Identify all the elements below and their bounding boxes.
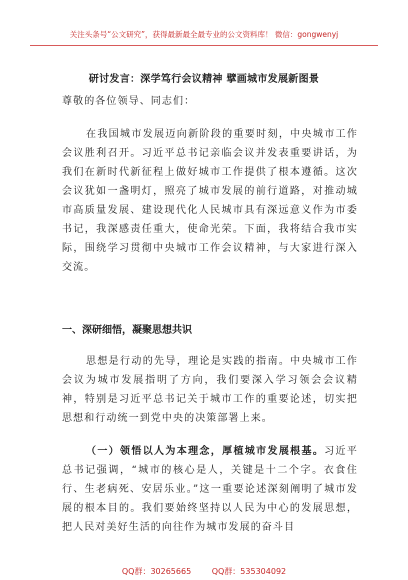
subsection-text: 习近平总书记强调，“城市的核心是人，关键是十二个字。衣食住行、生老病死、安居乐业。”这一重要论述深刻阐明了城市发展的根本目的。我们要始终坚持以人民为中心的发展思想，把人民对美好生活的向往作为城市发展的奋斗目 [62,446,358,533]
paragraph-subsection-1 [62,442,358,537]
qq-group-2: QQ群：535304092 [211,567,287,576]
promo-banner [0,30,408,40]
subsection-lead: （一）领悟以人为本理念，厚植城市发展根基。 [86,446,325,457]
paragraph-section-1: 思想是行动的先导，理论是实践的指南。中央城市工作会议为城市发展指明了方向，我们要深入学习领会会议精神，特别是习近平总书记关于城市工作的重要论述，切实把思想和行动统一到党中央的决策部署上来。 [62,356,358,424]
banner-divider [30,45,378,46]
salutation: 尊敬的各位领导、同志们： [62,96,196,107]
footer-contact [0,566,408,577]
promo-banner-text: 关注头条号“公文研究”，获得最新最全最专业的公文资料库！ 微信：gongwenyj [69,30,339,39]
section-heading-1: 一、深研细悟，凝聚思想共识 [62,325,192,336]
qq-group-1: QQ群：30265665 [121,567,192,576]
document-title: 研讨发言：深学笃行会议精神 擘画城市发展新图景 [88,74,320,85]
paragraph-intro: 在我国城市发展迈向新阶段的重要时刻，中央城市工作会议胜利召开。习近平总书记亲临会议并发表重要讲话，为我们在新时代新征程上做好城市工作提供了根本遵循。这次会议犹如一盏明灯，照亮了城市发展的前行道路，对推动城市高质量发展、建设现代化人民城市具有深远意义作为市委书记，我深感责任重大，使命光荣。下面，我将结合我市实际，围绕学习贯彻中央城市工作会议精神，与大家进行深入交流。 [62,129,358,273]
